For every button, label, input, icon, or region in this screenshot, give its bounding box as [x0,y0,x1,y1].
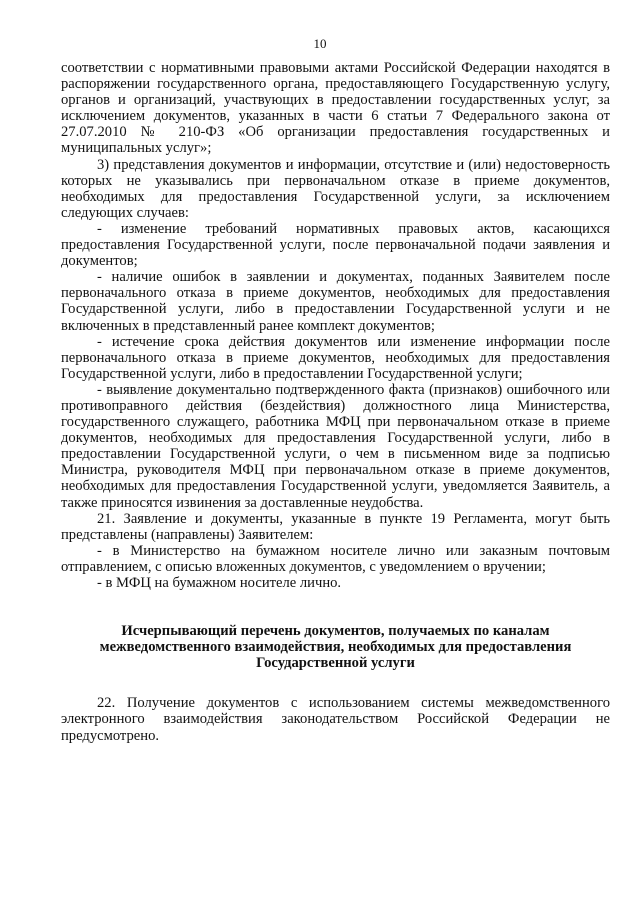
paragraph-bullet: - истечение срока действия документов или изменение информации после первоначального отказа в приеме документов, необходимых для предоставления Государственной услуги, либо в предоставлении Государственной услуги; [61,333,610,382]
section-heading: Исчерпывающий перечень документов, получаемых по каналам межведомственного взаимодействия, необходимых для предоставления Государственной услуги [99,623,572,672]
document-body [61,60,610,744]
paragraph-continuation: соответствии с нормативными правовыми актами Российской Федерации находятся в распоряжении государственного органа, предоставляющего Государственную услугу, органов и организаций, участвующих в предоставлении государственных услуг, за исключением документов, указанных в части 6 статьи 7 Федерального закона от 27.07.2010 № 210-ФЗ «Об организации предоставления государственных и муниципальных услуг»; [61,60,610,157]
paragraph-item-3: 3) представления документов и информации, отсутствие и (или) недостоверность которых не указывались при первоначальном отказе в приеме документов, необходимых для предоставления Государственной услуги, за исключением следующих случаев: [61,156,610,221]
paragraph-bullet: - в МФЦ на бумажном носителе лично. [97,575,342,591]
paragraph-item-21: 21. Заявление и документы, указанные в пункте 19 Регламента, могут быть представлены (направлены) Заявителем: [61,510,610,543]
paragraph-bullet: - выявление документально подтвержденного факта (признаков) ошибочного или противоправного действия (бездействия) должностного лица Министерства, государственного служащего, работника МФЦ при первоначальном отказе в приеме документов, необходимых для предоставления Государственной услуги, либо в предоставлении Государственной услуги, о чем в письменном виде за подписью Министра, руководителя МФЦ при первоначальном отказе в приеме документов, необходимых для предоставления Государственной услуги, уведомляется Заявитель, а также приносятся извинения за доставленные неудобства. [61,381,610,511]
paragraph-bullet: - изменение требований нормативных правовых актов, касающихся предоставления Государственной услуги, после первоначальной подачи заявления и документов; [61,220,610,270]
paragraph-bullet: - наличие ошибок в заявлении и документах, поданных Заявителем после первоначального отказа в приеме документов, необходимых для предоставления Государственной услуги, либо в предоставлении Государственной услуги и не включенных в представленный ранее комплект документов; [61,269,610,334]
page-number: 10 [313,36,327,51]
paragraph-bullet: - в Министерство на бумажном носителе лично или заказным почтовым отправлением, с описью вложенных документов, с уведомлением о вручении; [61,542,610,575]
paragraph-item-22: 22. Получение документов с использованием системы межведомственного электронного взаимодействия законодательством Российской Федерации не предусмотрено. [61,695,610,744]
